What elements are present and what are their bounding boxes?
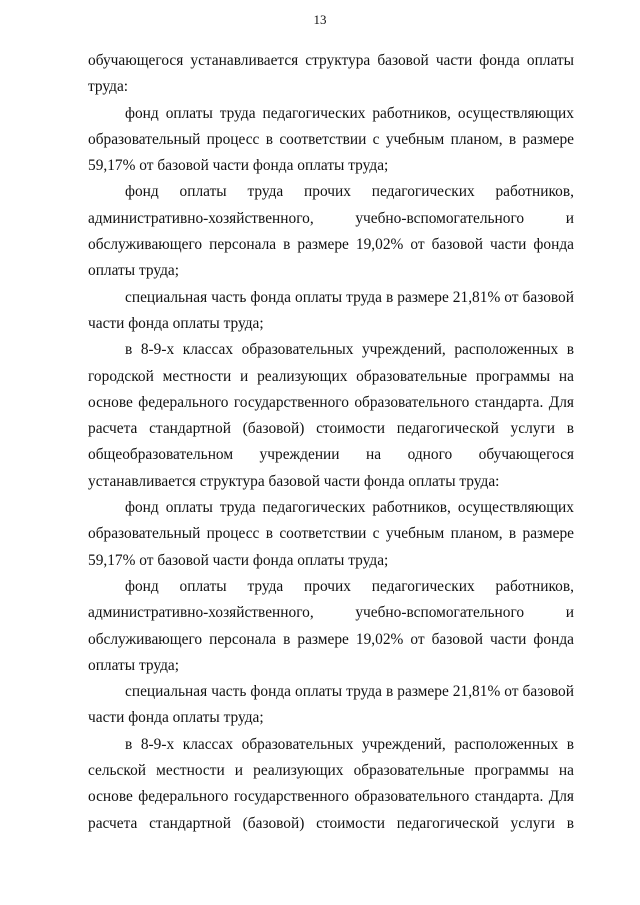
paragraph-continuation: обучающегося устанавливается структура базовой части фонда оплаты труда:: [88, 52, 574, 96]
paragraph-other-staff-fund-2: фонд оплаты труда прочих педагогических работников, административно-хозяйственного, учебно-вспомогательного и обслуживающего персонала в размере 19,02% от базовой части фонда оплаты труда;: [88, 577, 574, 674]
paragraph-special-fund-2: специальная часть фонда оплаты труда в размере 21,81% от базовой части фонда оплаты труда;: [88, 683, 574, 727]
document-body: [88, 48, 574, 837]
paragraph-special-fund: специальная часть фонда оплаты труда в размере 21,81% от базовой части фонда оплаты труда;: [88, 288, 574, 332]
paragraph-other-staff-fund: фонд оплаты труда прочих педагогических работников, административно-хозяйственного, учебно-вспомогательного и обслуживающего персонала в размере 19,02% от базовой части фонда оплаты труда;: [88, 183, 574, 280]
page-number: 13: [313, 12, 327, 27]
paragraph-rural-grades-8-9: в 8-9-х классах образовательных учреждений, расположенных в сельской местности и реализующих образовательные программы на основе федерального государственного образовательного стандарта. Для расчета стандартной (базовой) стоимости педагогической услуги в: [88, 735, 574, 832]
paragraph-urban-grades-8-9: в 8-9-х классах образовательных учреждений, расположенных в городской местности и реализующих образовательные программы на основе федерального государственного образовательного стандарта. Для расчета стандартной (базовой) стоимости педагогической услуги в общеобразовательном учреждении на одного обучающегося устанавливается структура базовой части фонда оплаты труда:: [88, 341, 574, 490]
paragraph-teaching-staff-fund: фонд оплаты труда педагогических работников, осуществляющих образовательный процесс в соответствии с учебным планом, в размере 59,17% от базовой части фонда оплаты труда;: [88, 104, 574, 175]
paragraph-teaching-staff-fund-2: фонд оплаты труда педагогических работников, осуществляющих образовательный процесс в соответствии с учебным планом, в размере 59,17% от базовой части фонда оплаты труда;: [88, 499, 574, 569]
